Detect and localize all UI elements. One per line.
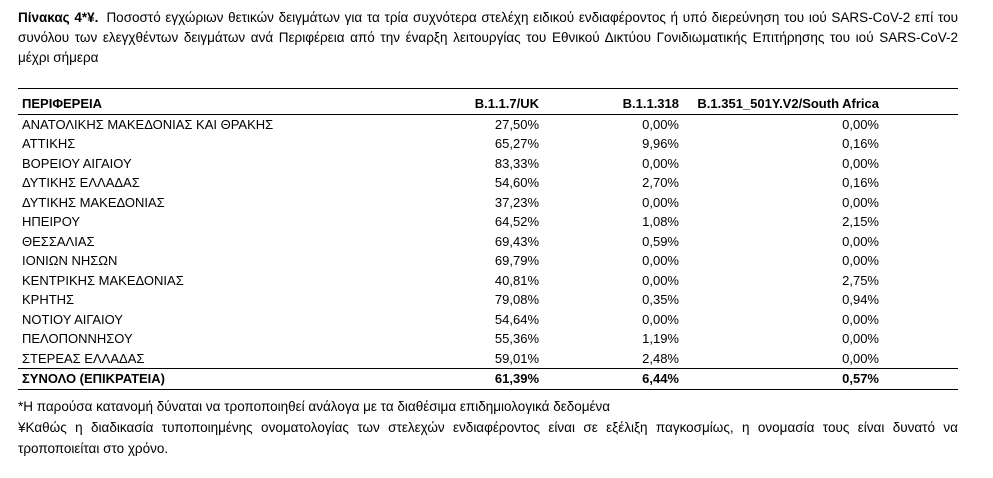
table-header-row — [18, 94, 958, 114]
b117-cell: 61,39% — [348, 369, 543, 390]
b117-cell: 64,52% — [494, 214, 539, 229]
region-cell: ΗΠΕΙΡΟΥ — [22, 214, 81, 229]
b11318-cell: 2,70% — [642, 175, 679, 190]
b1351-cell: 0,00% — [842, 155, 879, 171]
b117-cell: 65,27% — [494, 136, 539, 151]
b117-cell: 54,64% — [494, 311, 539, 327]
b117-cell: 83,33% — [494, 155, 539, 171]
b11318-cell: 6,44% — [543, 369, 683, 390]
spacer-cell — [883, 212, 958, 232]
b117-cell: 79,08% — [494, 292, 539, 307]
region-cell: ΚΡΗΤΗΣ — [22, 292, 75, 307]
table-row — [18, 114, 958, 134]
b11318-cell: 0,00% — [642, 116, 679, 132]
b117-cell: 40,81% — [494, 272, 539, 288]
variants-table — [18, 94, 958, 390]
b1351-cell: 0,00% — [842, 194, 879, 210]
b1351-cell: 0,16% — [842, 175, 879, 190]
caption-text: Ποσοστό εγχώριων θετικών δειγμάτων για τα τρία συχνότερα στελέχη ειδικού ενδιαφέροντος ή υπό διερεύνηση του ιού SARS-CoV-2 επί του συνόλου των ελεγχθέντων δειγμάτων ανά Περιφέρεια από την έναρξη λειτουργίας του Εθνικού Δικτύου Γονιδιωματικής Επιτήρησης του ιού SARS-CoV-2 μέχρι σήμερα — [18, 10, 958, 65]
b11318-cell: 0,59% — [642, 233, 679, 249]
table-caption — [18, 8, 958, 68]
spacer-cell — [883, 251, 958, 271]
spacer-cell — [883, 369, 958, 390]
b117-cell: 59,01% — [494, 350, 539, 366]
b11318-cell: 2,48% — [642, 350, 679, 366]
table-row — [18, 349, 958, 369]
spacer-cell — [883, 271, 958, 291]
b11318-cell: 0,00% — [642, 155, 679, 171]
caption-label: Πίνακας 4*¥. — [18, 10, 99, 25]
b1351-cell: 2,75% — [842, 272, 879, 288]
table-row — [18, 251, 958, 271]
region-cell: ΙΟΝΙΩΝ ΝΗΣΩΝ — [22, 253, 118, 268]
b117-cell: 69,79% — [494, 253, 539, 268]
region-cell: ΣΤΕΡΕΑΣ ΕΛΛΑΔΑΣ — [22, 350, 145, 366]
b1351-cell: 0,00% — [842, 253, 879, 268]
spacer-cell — [883, 349, 958, 369]
spacer-cell — [883, 290, 958, 310]
region-cell: ΚΕΝΤΡΙΚΗΣ ΜΑΚΕΔΟΝΙΑΣ — [22, 272, 184, 288]
b1351-cell: 2,15% — [842, 214, 879, 229]
b11318-cell: 0,00% — [642, 311, 679, 327]
header-region: ΠΕΡΙΦΕΡΕΙΑ — [18, 94, 348, 114]
table-row — [18, 271, 958, 291]
spacer-cell — [883, 114, 958, 134]
b11318-cell: 0,00% — [642, 272, 679, 288]
table-row — [18, 212, 958, 232]
region-cell: ΑΤΤΙΚΗΣ — [22, 136, 76, 151]
table-row — [18, 310, 958, 330]
b1351-cell: 0,16% — [842, 136, 879, 151]
b11318-cell: 0,00% — [642, 253, 679, 268]
table-row — [18, 154, 958, 174]
spacer-cell — [883, 154, 958, 174]
spacer-cell — [883, 232, 958, 252]
b11318-cell: 1,08% — [642, 214, 679, 229]
b1351-cell: 0,00% — [842, 311, 879, 327]
footnote: ¥Καθώς η διαδικασία τυποποιημένης ονοματολογίας των στελεχών ενδιαφέροντος είναι σε εξέλιξη παγκοσμίως, η ονομασία τους είναι δυνατό να τροποποιείται στο χρόνο. — [18, 420, 958, 456]
header-b117: B.1.1.7/UK — [348, 94, 543, 114]
table-row — [18, 134, 958, 154]
region-cell: ΠΕΛΟΠΟΝΝΗΣΟΥ — [22, 331, 133, 346]
region-cell: ΔΥΤΙΚΗΣ ΜΑΚΕΔΟΝΙΑΣ — [22, 194, 165, 210]
b11318-cell: 0,35% — [642, 292, 679, 307]
b1351-cell: 0,94% — [842, 292, 879, 307]
region-cell: ΑΝΑΤΟΛΙΚΗΣ ΜΑΚΕΔΟΝΙΑΣ ΚΑΙ ΘΡΑΚΗΣ — [22, 116, 274, 132]
b1351-cell: 0,00% — [842, 116, 879, 132]
b117-cell: 55,36% — [494, 331, 539, 346]
b11318-cell: 0,00% — [642, 194, 679, 210]
region-cell: ΣΥΝΟΛΟ (ΕΠΙΚΡΑΤΕΙΑ) — [18, 369, 348, 390]
table-row — [18, 173, 958, 193]
region-cell: ΒΟΡΕΙΟΥ ΑΙΓΑΙΟΥ — [22, 155, 132, 171]
table-row — [18, 290, 958, 310]
b1351-cell: 0,00% — [842, 233, 879, 249]
spacer-cell — [883, 329, 958, 349]
b117-cell: 37,23% — [494, 194, 539, 210]
b1351-cell: 0,00% — [842, 331, 879, 346]
header-spacer — [883, 94, 958, 114]
b11318-cell: 1,19% — [642, 331, 679, 346]
table-total-row — [18, 369, 958, 390]
region-cell: ΘΕΣΣΑΛΙΑΣ — [22, 233, 95, 249]
table-row — [18, 329, 958, 349]
spacer-cell — [883, 134, 958, 154]
table-row — [18, 232, 958, 252]
b117-cell: 69,43% — [494, 233, 539, 249]
region-cell: ΝΟΤΙΟΥ ΑΙΓΑΙΟΥ — [22, 311, 123, 327]
header-b1351: B.1.351_501Y.V2/South Africa — [683, 94, 883, 114]
table-top-rule — [18, 88, 958, 89]
b117-cell: 27,50% — [494, 116, 539, 132]
b1351-cell: 0,57% — [683, 369, 883, 390]
b1351-cell: 0,00% — [842, 350, 879, 366]
footnotes — [18, 396, 958, 459]
spacer-cell — [883, 193, 958, 213]
header-b11318: B.1.1.318 — [543, 94, 683, 114]
footnote: *Η παρούσα κατανομή δύναται να τροποποιηθεί ανάλογα με τα διαθέσιμα επιδημιολογικά δεδομένα — [18, 399, 611, 414]
spacer-cell — [883, 173, 958, 193]
spacer-cell — [883, 310, 958, 330]
region-cell: ΔΥΤΙΚΗΣ ΕΛΛΑΔΑΣ — [22, 175, 140, 190]
table-row — [18, 193, 958, 213]
b11318-cell: 9,96% — [642, 136, 679, 151]
b117-cell: 54,60% — [494, 175, 539, 190]
